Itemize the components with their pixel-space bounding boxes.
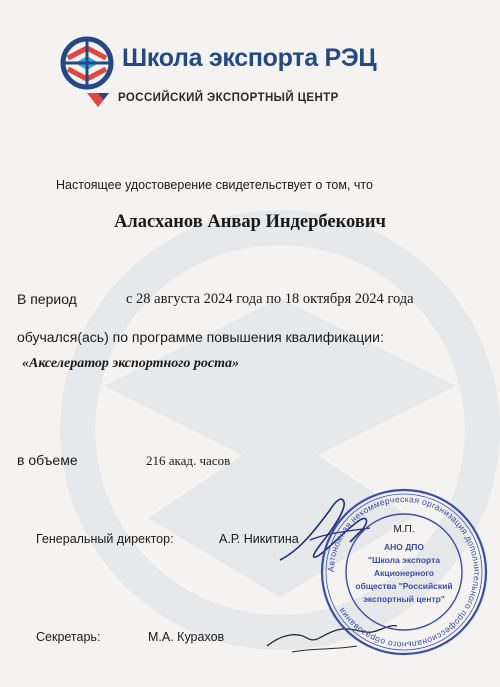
volume-value: 216 акад. часов: [146, 453, 231, 468]
stamp-line-5: экспортный центр": [363, 594, 445, 604]
stamp-line-1: АНО ДПО: [383, 542, 425, 552]
red-triangle-icon: [87, 93, 109, 107]
studied-text: обучался(ась) по программе повышения квалификации:: [17, 329, 384, 345]
organization-stamp: [318, 486, 490, 658]
stamp-line-4: общества "Российский: [355, 581, 453, 591]
intro-text: Настоящее удостоверение свидетельствует о том, что: [56, 178, 373, 192]
brand-title: Школа экспорта РЭЦ: [122, 44, 377, 72]
export-school-globe-icon: [60, 36, 114, 90]
stamp-line-2: "Школа экспорта: [367, 555, 441, 565]
stamp-ring-text: Автономная некоммерческая организация дополнительного профессионального образования: [325, 493, 483, 651]
director-name: А.Р. Никитина: [219, 532, 299, 546]
volume-label: в объеме: [17, 452, 78, 468]
secretary-name: М.А. Курахов: [148, 630, 225, 644]
secretary-label: Секретарь:: [36, 630, 101, 644]
stamp-line-3: Акционерного: [373, 568, 435, 578]
program-name: «Акселератор экспортного роста»: [22, 356, 240, 371]
stamp-mp: М.П.: [393, 524, 415, 535]
period-label: В период: [17, 291, 77, 307]
brand-subtitle: РОССИЙСКИЙ ЭКСПОРТНЫЙ ЦЕНТР: [118, 92, 339, 104]
director-label: Генеральный директор:: [36, 532, 174, 546]
holder-name: Аласханов Анвар Индербекович: [114, 212, 386, 232]
period-value: с 28 августа 2024 года по 18 октября 2024 года: [126, 291, 414, 307]
